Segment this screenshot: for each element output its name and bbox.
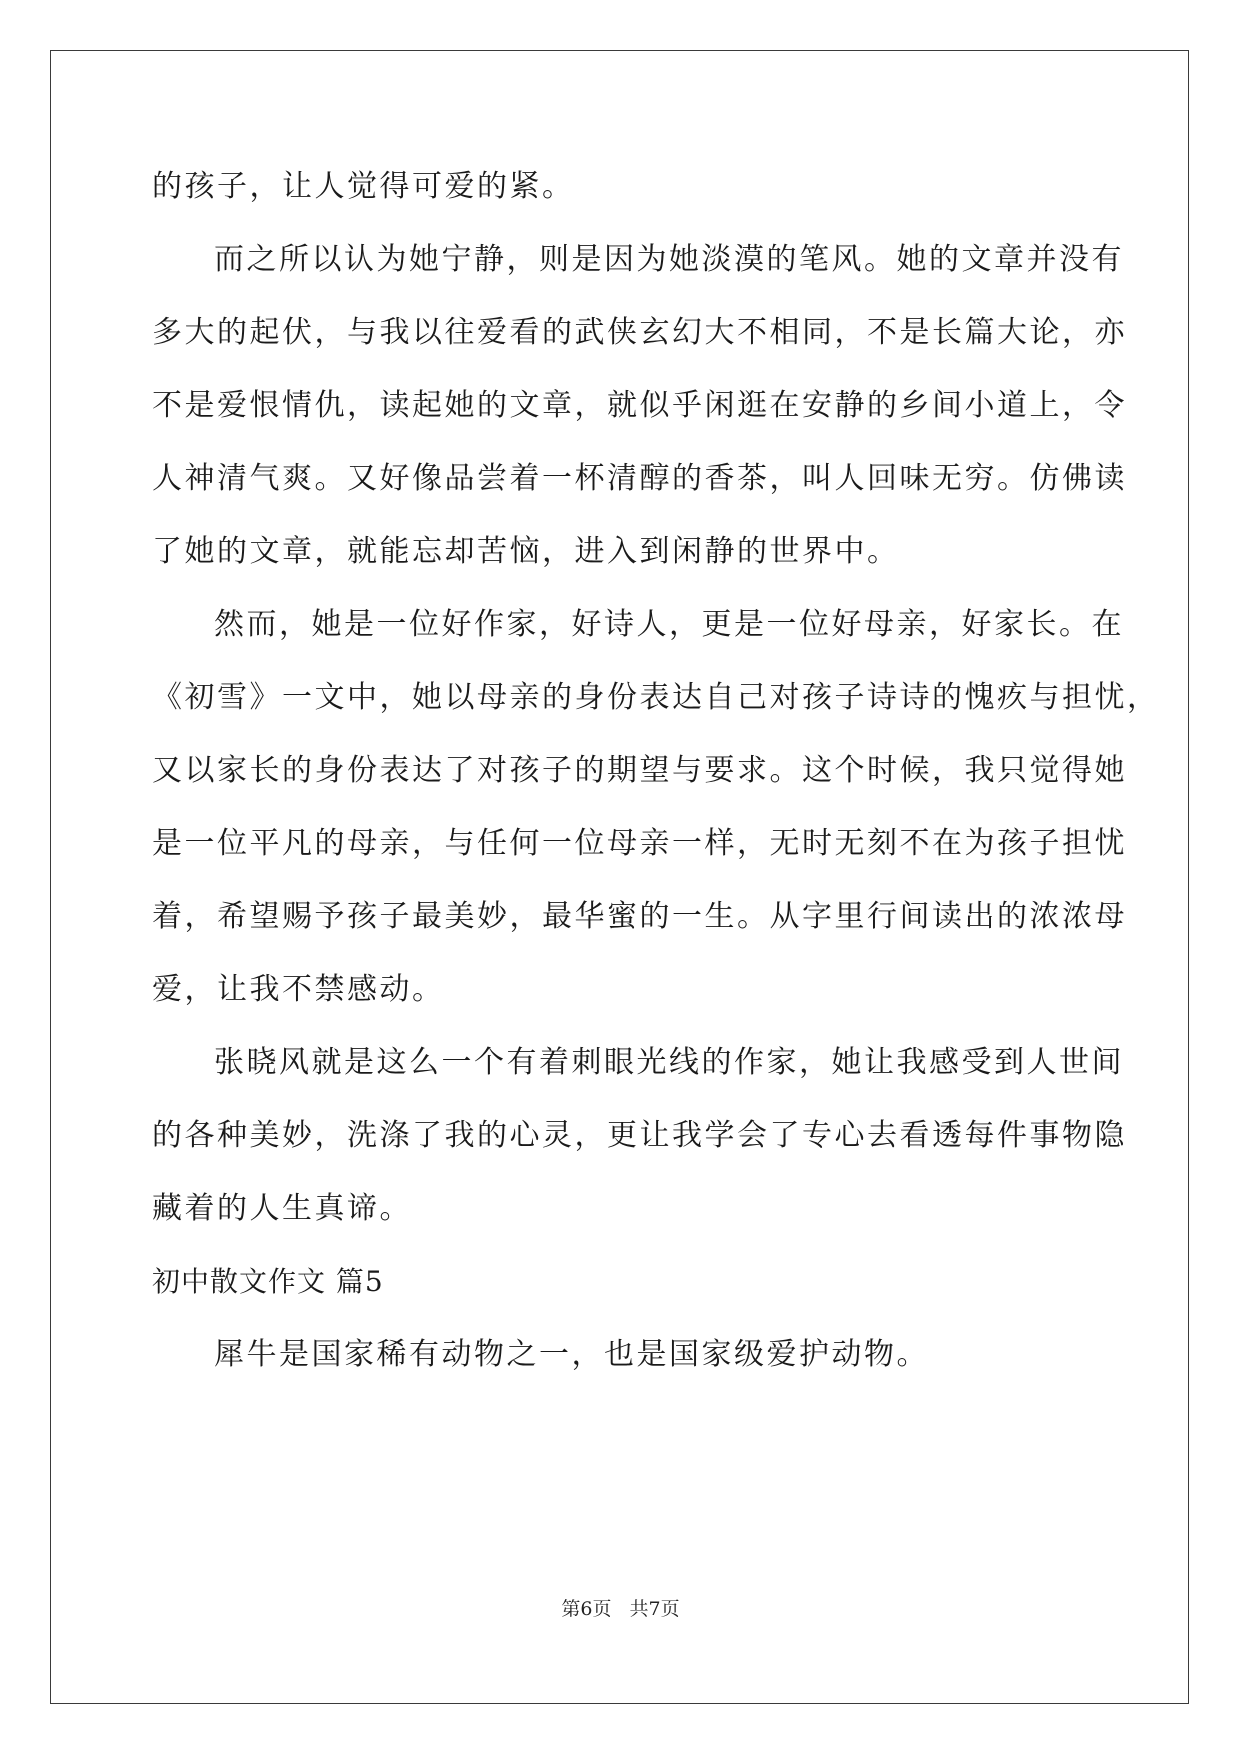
page-total: 共7页	[629, 1598, 680, 1620]
paragraph-start: 然而，她是一位好作家，好诗人，更是一位好母亲，好家长。在	[214, 607, 1124, 642]
text-line: 不是爱恨情仇，读起她的文章，就似乎闲逛在安静的乡间小道上，令	[152, 388, 1127, 423]
text-line: 爱，让我不禁感动。	[152, 972, 445, 1007]
paragraph-start: 张晓风就是这么一个有着刺眼光线的作家，她让我感受到人世间	[214, 1045, 1124, 1080]
text-line: 着，希望赐予孩子最美妙，最华蜜的一生。从字里行间读出的浓浓母	[152, 899, 1127, 934]
text-line: 藏着的人生真谛。	[152, 1191, 412, 1226]
text-line: 的孩子，让人觉得可爱的紧。	[152, 169, 575, 204]
text-line: 了她的文章，就能忘却苦恼，进入到闲静的世界中。	[152, 534, 900, 569]
text-line: 的各种美妙，洗涤了我的心灵，更让我学会了专心去看透每件事物隐	[152, 1118, 1127, 1153]
document-body	[152, 150, 1160, 1391]
section-heading: 初中散文作文 篇5	[152, 1265, 384, 1298]
paragraph-start: 而之所以认为她宁静，则是因为她淡漠的笔风。她的文章并没有	[214, 242, 1124, 277]
text-line: 人神清气爽。又好像品尝着一杯清醇的香茶，叫人回味无穷。仿佛读	[152, 461, 1127, 496]
text-line: 又以家长的身份表达了对孩子的期望与要求。这个时候，我只觉得她	[152, 753, 1127, 788]
page-number: 第6页	[561, 1598, 612, 1620]
page-footer	[0, 1595, 1241, 1623]
paragraph-start: 犀牛是国家稀有动物之一，也是国家级爱护动物。	[214, 1337, 929, 1372]
text-line: 《初雪》一文中，她以母亲的身份表达自己对孩子诗诗的愧疚与担忧，	[152, 680, 1160, 715]
text-line: 多大的起伏，与我以往爱看的武侠玄幻大不相同，不是长篇大论，亦	[152, 315, 1127, 350]
text-line: 是一位平凡的母亲，与任何一位母亲一样，无时无刻不在为孩子担忧	[152, 826, 1127, 861]
